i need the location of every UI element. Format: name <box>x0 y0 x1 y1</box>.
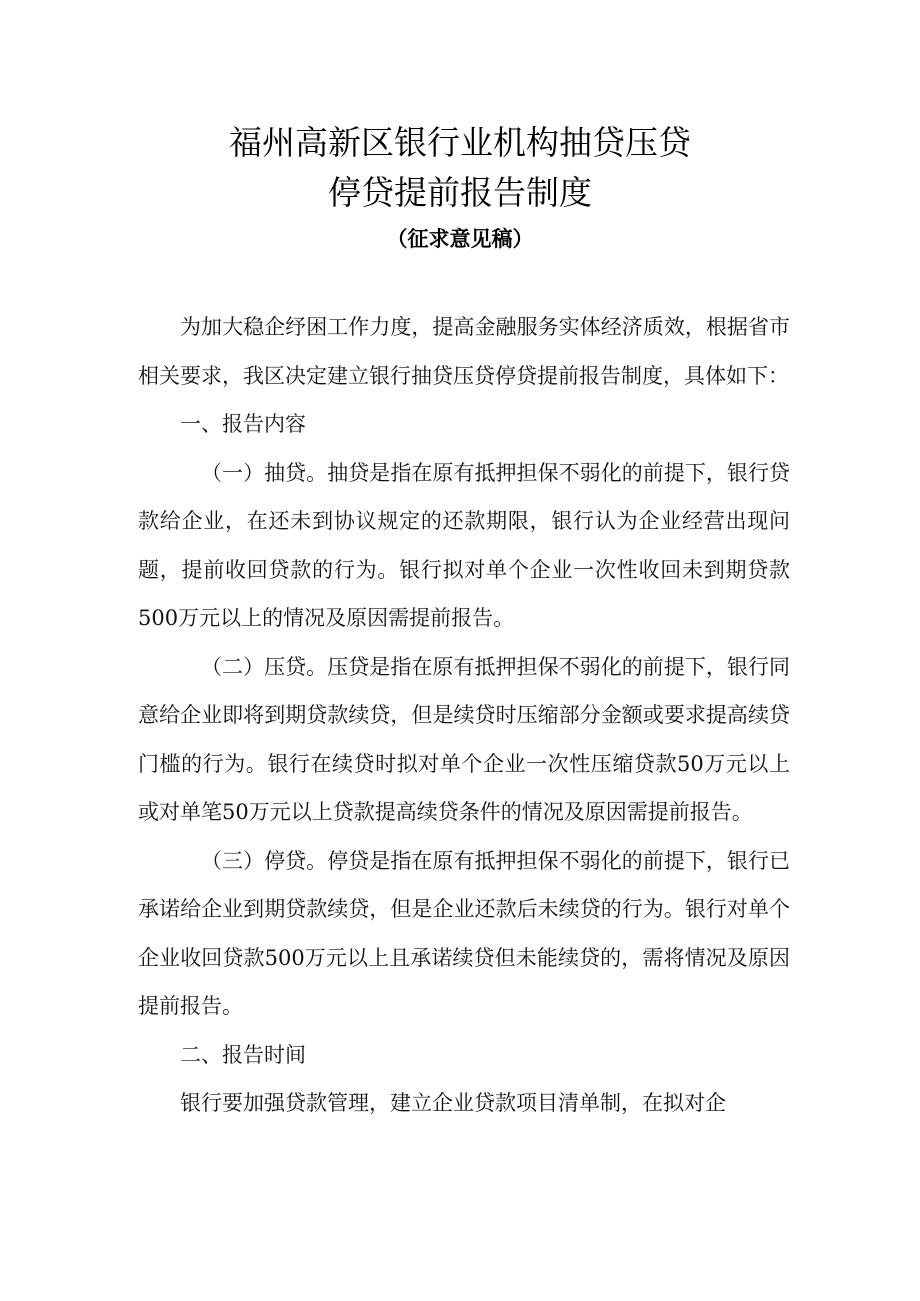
item1-paragraph: （一）抽贷。抽贷是指在原有抵押担保不弱化的前提下，银行贷款给企业，在还未到协议规定的还款期限，银行认为企业经营出现问题，提前收回贷款的行为。银行拟对单个企业一次性收回未到期贷款500万元以上的情况及原因需提前报告。 <box>138 460 790 630</box>
item2-paragraph: （二）压贷。压贷是指在原有抵押担保不弱化的前提下，银行同意给企业即将到期贷款续贷，但是续贷时压缩部分金额或要求提高续贷门槛的行为。银行在续贷时拟对单个企业一次性压缩贷款50万元以上或对单笔50万元以上贷款提高续贷条件的情况及原因需提前报告。 <box>138 654 790 824</box>
section2-paragraph: 银行要加强贷款管理，建立企业贷款项目清单制，在拟对企 <box>180 1091 726 1115</box>
document-title-line2: 停贷提前报告制度 <box>328 173 592 212</box>
document-body <box>138 303 790 1128</box>
intro-paragraph: 为加大稳企纾困工作力度，提高金融服务实体经济质效，根据省市相关要求，我区决定建立银行抽贷压贷停贷提前报告制度，具体如下： <box>138 315 790 388</box>
title-block <box>0 118 920 254</box>
document-subtitle: （征求意见稿） <box>386 227 534 251</box>
document-title-line1: 福州高新区银行业机构抽贷压贷 <box>229 123 691 162</box>
section1-heading: 一、报告内容 <box>180 412 306 436</box>
item3-paragraph: （三）停贷。停贷是指在原有抵押担保不弱化的前提下，银行已承诺给企业到期贷款续贷，但是企业还款后未续贷的行为。银行对单个企业收回贷款500万元以上且承诺续贷但未能续贷的，需将情况及原因提前报告。 <box>138 848 790 1018</box>
section2-heading: 二、报告时间 <box>180 1042 306 1067</box>
